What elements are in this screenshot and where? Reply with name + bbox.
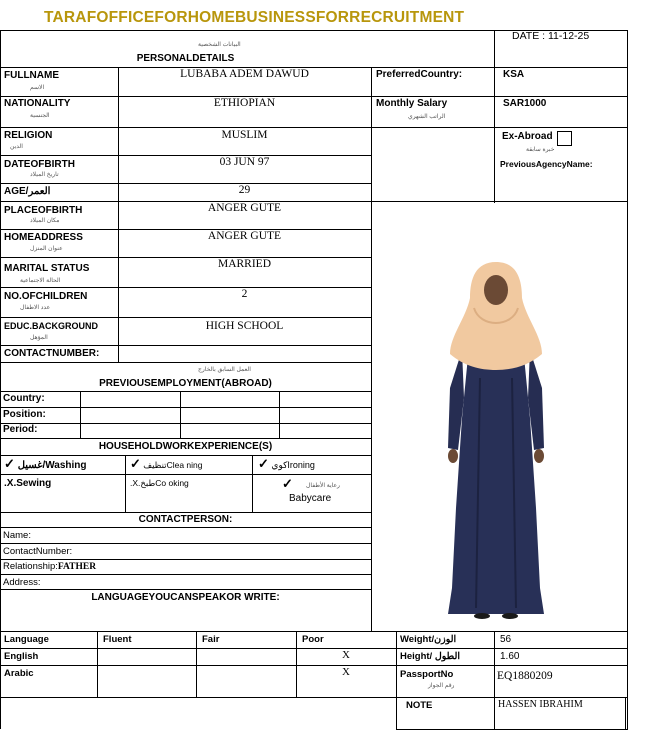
- religion-label: RELIGION: [4, 130, 53, 141]
- employment-heading: PREVIOUSEMPLOYMENT(ABROAD): [99, 378, 272, 389]
- passport-value: EQ1880209: [497, 670, 553, 682]
- edu-label: EDUC.BACKGROUND: [4, 321, 98, 331]
- lang-header-poor: Poor: [302, 634, 324, 645]
- dob-value: 03 JUN 97: [219, 156, 270, 168]
- salary-arabic: الراتب الشهري: [408, 114, 446, 120]
- weight-value: 56: [500, 634, 512, 645]
- washing-label: غسيل/Washing: [17, 460, 87, 471]
- relationship-label: Relationship:: [3, 561, 58, 572]
- children-value: 2: [241, 288, 248, 300]
- relationship-row: [3, 561, 96, 572]
- date-value: DATE : 11-12-25: [512, 30, 590, 42]
- babycare-check-icon: ✓: [282, 476, 293, 491]
- address-value: ANGER GUTE: [207, 230, 282, 242]
- arabic-poor-mark: X: [342, 666, 350, 678]
- personal-details-heading: PERSONALDETAILS: [136, 53, 235, 64]
- contact-name-label: Name:: [3, 530, 31, 541]
- page-title: TARAFOFFICEFORHOMEBUSINESSFORRECRUITMENT: [44, 9, 465, 26]
- employment-period-label: Period:: [3, 424, 38, 435]
- candidate-photo: [440, 258, 552, 620]
- preferred-country-label: PreferredCountry:: [376, 69, 463, 80]
- pob-value: ANGER GUTE: [207, 202, 282, 214]
- note-value: HASSEN IBRAHIM: [498, 699, 583, 710]
- household-heading: HOUSEHOLDWORKEXPERIENCE(S): [98, 441, 273, 452]
- babycare-arabic: رعاية الأطفال: [306, 483, 340, 489]
- pob-label: PLACEOFBIRTH: [4, 205, 83, 216]
- cleaning-skill: [130, 456, 202, 472]
- children-arabic: عدد الاطفال: [20, 305, 51, 311]
- employment-country-label: Country:: [3, 393, 45, 404]
- washing-check-icon: ✓: [4, 456, 15, 471]
- note-label: NOTE: [406, 700, 433, 711]
- ironing-label: كويIroning: [271, 460, 315, 470]
- exabroad-label: Ex-Abroad: [502, 131, 553, 142]
- lang-header-language: Language: [4, 634, 49, 645]
- age-value: 29: [238, 184, 251, 196]
- sewing-label: .X.Sewing: [4, 478, 52, 489]
- religion-arabic: الدين: [10, 144, 23, 150]
- edu-arabic: المؤهل: [30, 335, 48, 341]
- passport-label: PassportNo: [400, 669, 454, 680]
- marital-value: MARRIED: [217, 258, 272, 270]
- relationship-value: FATHER: [57, 562, 97, 572]
- nationality-arabic: الجنسية: [30, 113, 50, 119]
- passport-arabic: رقم الجواز: [428, 683, 455, 689]
- marital-label: MARITAL STATUS: [4, 263, 90, 274]
- lang-arabic: Arabic: [4, 668, 34, 679]
- exabroad-checkbox[interactable]: [557, 131, 572, 146]
- religion-value: MUSLIM: [221, 129, 268, 141]
- salary-value: SAR1000: [503, 98, 547, 109]
- nationality-label: NATIONALITY: [4, 98, 71, 109]
- children-label: NO.OFCHILDREN: [4, 291, 88, 302]
- cleaning-check-icon: ✓: [130, 456, 141, 471]
- address-label: HOMEADDRESS: [4, 232, 83, 243]
- height-label: Height/ الطول: [400, 651, 460, 662]
- contact-number-label-2: ContactNumber:: [3, 546, 73, 557]
- ironing-skill: [258, 456, 315, 472]
- contact-person-heading: CONTACTPERSON:: [138, 514, 233, 525]
- nationality-value: ETHIOPIAN: [213, 97, 276, 109]
- previous-agency-label: PreviousAgencyName:: [500, 159, 593, 169]
- personal-details-arabic: البيانات الشخصية: [198, 42, 241, 48]
- washing-skill: [4, 456, 87, 472]
- dob-label: DATEOFBIRTH: [4, 159, 75, 170]
- fullname-value: LUBABA ADEM DAWUD: [180, 68, 309, 80]
- lang-english: English: [4, 651, 39, 662]
- lang-header-fluent: Fluent: [103, 634, 132, 645]
- employment-position-label: Position:: [3, 409, 46, 420]
- exabroad-arabic: خبرة سابقة: [526, 147, 555, 153]
- address-arabic: عنوان المنزل: [30, 246, 63, 252]
- dob-arabic: تاريخ الميلاد: [30, 172, 59, 178]
- employment-arabic: العمل السابق بالخارج: [198, 367, 251, 373]
- languages-heading: LANGUAGEYOUCANSPEAKOR WRITE:: [91, 592, 280, 603]
- contact-address-label: Address:: [3, 577, 41, 588]
- english-poor-mark: X: [342, 649, 350, 661]
- cooking-label: .X.طبخCo oking: [130, 478, 189, 488]
- fullname-arabic: الاسم: [30, 85, 45, 91]
- salary-label: Monthly Salary: [376, 98, 448, 109]
- preferred-country-value: KSA: [503, 69, 525, 80]
- height-value: 1.60: [500, 651, 520, 662]
- ironing-check-icon: ✓: [258, 456, 269, 471]
- fullname-label: FULLNAME: [4, 70, 59, 81]
- marital-arabic: الحالة الاجتماعية: [20, 278, 61, 284]
- cleaning-label: تنظيفClea ning: [143, 460, 203, 470]
- contact-number-label: CONTACTNUMBER:: [4, 348, 100, 359]
- weight-label: Weight/الوزن: [400, 634, 457, 645]
- lang-header-fair: Fair: [202, 634, 220, 645]
- edu-value: HIGH SCHOOL: [205, 320, 284, 332]
- babycare-label: Babycare: [289, 493, 332, 504]
- age-label: AGE/العمر: [4, 186, 51, 197]
- pob-arabic: مكان الميلاد: [30, 218, 60, 224]
